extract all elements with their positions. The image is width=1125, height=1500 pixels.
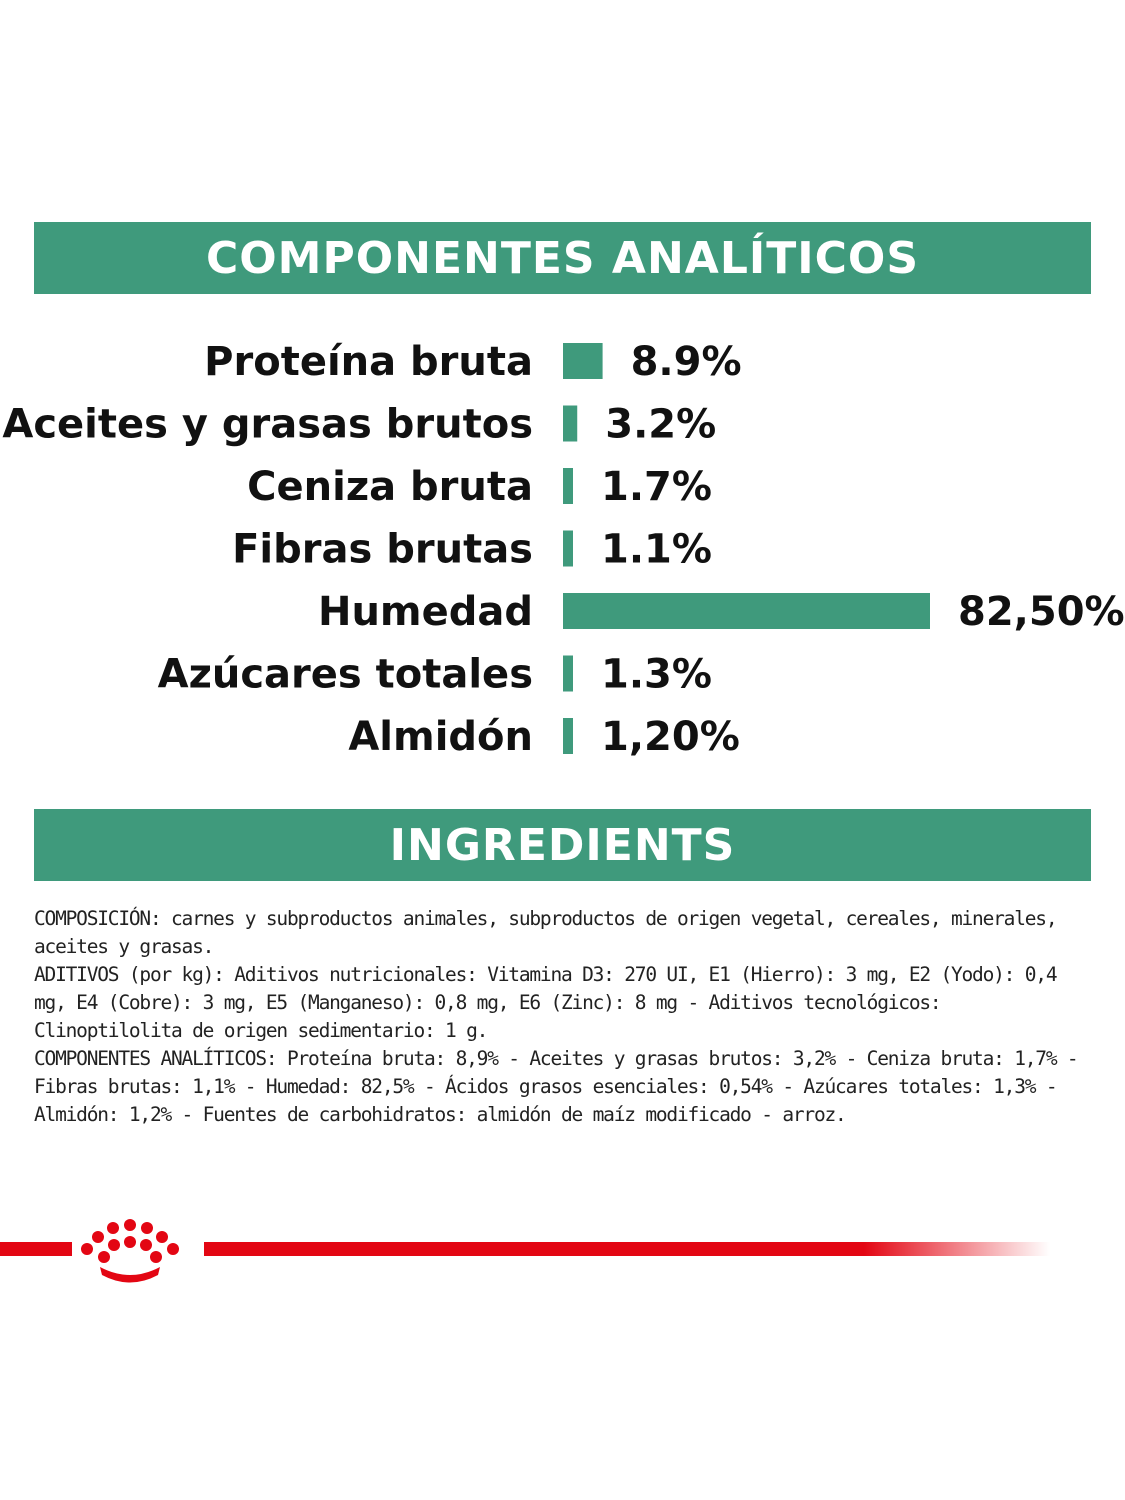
category-label: Ceniza bruta	[247, 464, 533, 510]
footer-line-right	[204, 1242, 1050, 1256]
bar	[563, 718, 573, 754]
ingredients-title: INGREDIENTS	[389, 819, 736, 871]
bar	[563, 343, 603, 379]
category-label: Proteína bruta	[204, 339, 533, 385]
category-label: Azúcares totales	[157, 651, 533, 698]
value-label: 82,50%	[958, 589, 1125, 635]
analytics-bar-chart	[0, 325, 1125, 775]
ingredients-text	[34, 905, 1094, 1129]
ingredients-analytics: COMPONENTES ANALÍTICOS: Proteína bruta: 8,9% - Aceites y grasas brutos: 3,2% - Ceniza bruta: 1,7% - Fibras brutas: 1,1% - Humedad: 82,5% - Ácidos grasos esenciales: 0,54% - Azúcares totales: 1,3% - Almidón: 1,2% - Fuentes de carbohidratos: almidón de maíz modificado - arroz.	[34, 1047, 1078, 1126]
value-label: 1.1%	[601, 526, 712, 573]
ingredients-composition: COMPOSICIÓN: carnes y subproductos animales, subproductos de origen vegetal, cereales, minerales, aceites y grasas.	[34, 907, 1057, 958]
ingredients-header	[34, 809, 1091, 881]
value-label: 8.9%	[630, 339, 742, 385]
bar	[563, 531, 573, 567]
ingredients-additives: ADITIVOS (por kg): Aditivos nutricionales: Vitamina D3: 270 UI, E1 (Hierro): 3 mg, E2 (Yodo): 0,4 mg, E4 (Cobre): 3 mg, E5 (Manganeso): 0,8 mg, E6 (Zinc): 8 mg - Aditivos tecnológicos: Clinoptilolita de origen sedimentario: 1 g.	[34, 963, 1057, 1042]
value-label: 1,20%	[601, 714, 740, 760]
analytics-header	[34, 222, 1091, 294]
value-label: 1.3%	[601, 651, 712, 698]
category-label: Aceites y grasas brutos	[2, 401, 533, 448]
bar	[563, 593, 930, 629]
bar	[563, 656, 573, 692]
category-label: Fibras brutas	[232, 526, 533, 573]
brand-footer	[0, 1215, 1125, 1295]
value-label: 1.7%	[601, 464, 712, 510]
bar	[563, 468, 573, 504]
royal-canin-crown-icon	[81, 1219, 179, 1283]
footer-line-left	[0, 1242, 72, 1256]
bar	[563, 406, 577, 442]
value-label: 3.2%	[605, 401, 717, 448]
analytics-title: COMPONENTES ANALÍTICOS	[205, 232, 920, 284]
category-label: Humedad	[317, 589, 533, 635]
category-label: Almidón	[348, 714, 533, 760]
